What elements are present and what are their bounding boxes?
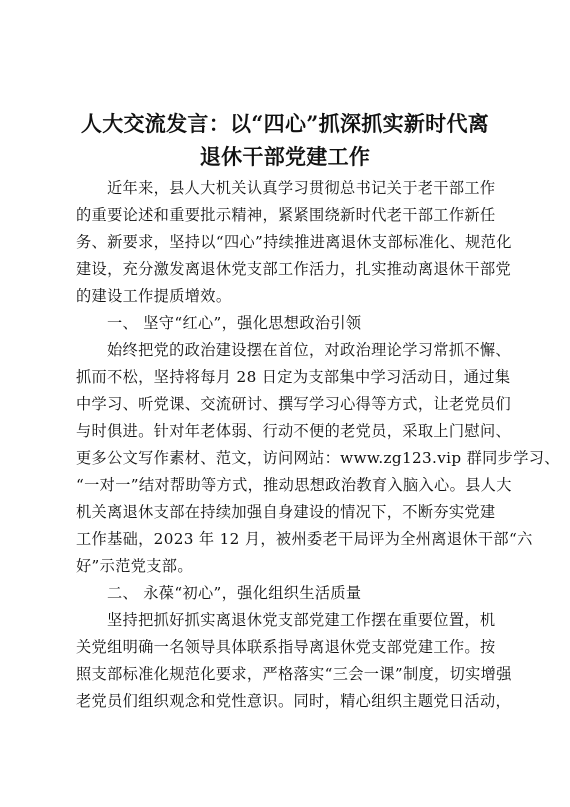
section-1-line-2: 抓而不松，坚持将每月 28 日定为支部集中学习活动日，通过集 — [76, 368, 511, 386]
section-1-heading: 一、 坚守“红心”，强化思想政治引领 — [107, 314, 362, 332]
section-2-line-3: 照支部标准化规范化要求，严格落实“三会一课”制度，切实增强 — [76, 665, 512, 683]
section-1-line-5: 更多公文写作素材、范文，访问网站：www.zg123.vip 群同步学习、 — [76, 449, 560, 467]
document-title-line-2: 退休干部党建工作 — [199, 144, 371, 169]
section-1-line-8: 工作基础，2023 年 12 月，被州委老干局评为全州离退休干部“六 — [76, 530, 533, 548]
section-1-line-1: 始终把党的政治建设摆在首位，对政治理论学习常抓不懈、 — [107, 341, 511, 359]
section-1-line-7: 机关离退休支部在持续加强自身建设的情况下，不断夯实党建 — [76, 503, 496, 521]
document-title-line-1: 人大交流发言：以“四心”抓深抓实新时代离 — [80, 111, 490, 136]
section-1-line-6: “一对一”结对帮助等方式，推动思想政治教育入脑入心。县人大 — [76, 476, 512, 494]
section-1-line-3: 中学习、听党课、交流研讨、撰写学习心得等方式，让老党员们 — [76, 395, 512, 413]
section-2-line-1: 坚持把抓好抓实离退休党支部党建工作摆在重要位置，机 — [107, 611, 496, 629]
section-2-line-2: 关党组明确一名领导具体联系指导离退休党支部党建工作。按 — [76, 638, 496, 656]
section-1-line-9: 好”示范党支部。 — [76, 557, 193, 575]
intro-line-4: 建设，充分激发离退休党支部工作活力，扎实推动离退休干部党 — [76, 260, 512, 278]
intro-line-3: 务、新要求，坚持以“四心”持续推进离退休支部标准化、规范化 — [76, 233, 512, 251]
intro-line-5: 的建设工作提质增效。 — [76, 287, 232, 305]
section-1-line-4: 与时俱进。针对年老体弱、行动不便的老党员，采取上门慰问、 — [76, 422, 512, 440]
section-2-line-4: 老党员们组织观念和党性意识。同时，精心组织主题党日活动， — [76, 692, 512, 710]
intro-line-1: 近年来，县人大机关认真学习贯彻总书记关于老干部工作 — [107, 179, 496, 197]
intro-line-2: 的重要论述和重要批示精神，紧紧围绕新时代老干部工作新任 — [76, 206, 496, 224]
section-2-heading: 二、 永葆“初心”，强化组织生活质量 — [107, 584, 362, 602]
